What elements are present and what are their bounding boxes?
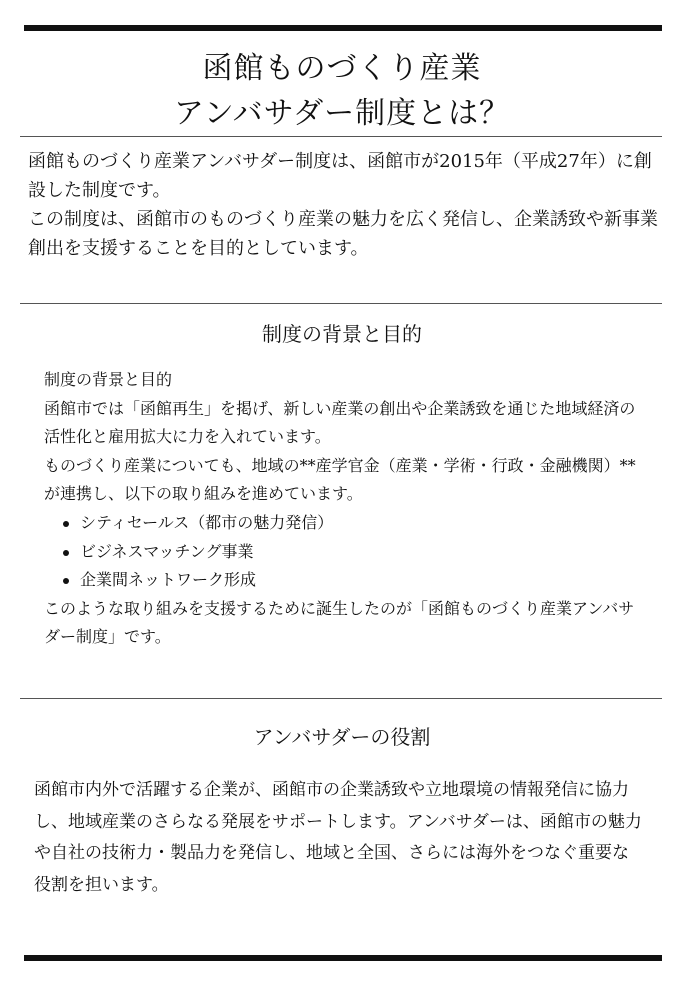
page-title-line1: 函館ものづくり産業 [202, 51, 482, 86]
divider-background [20, 698, 662, 699]
intro-paragraph-2: この制度は、函館市のものづくり産業の魅力を広く発信し、企業誘致や新事業創出を支援することを目的としています。 [28, 209, 658, 259]
intro-paragraph-1: 函館ものづくり産業アンバサダー制度は、函館市が2015年（平成27年）に創設した制度です。 [28, 151, 652, 201]
page-title [0, 46, 684, 136]
divider-title [20, 136, 662, 137]
section-role-body: 函館市内外で活躍する企業が、函館市の企業誘致や立地環境の情報発信に協力し、地域産業のさらなる発展をサポートします。アンバサダーは、函館市の魅力や自社の技術力・製品力を発信し、地域と全国、さらには海外をつなぐ重要な役割を担います。 [34, 780, 642, 896]
section-background-paragraph-1: 函館市では「函館再生」を掲げ、新しい産業の創出や企業誘致を通じた地域経済の活性化と雇用拡大に力を入れています。 [44, 398, 636, 447]
intro-text [28, 147, 668, 263]
section-heading-background: 制度の背景と目的 [262, 322, 422, 346]
section-background-paragraph-2: ものづくり産業についても、地域の**産学官金（産業・学術・行政・金融機関）**が連携し、以下の取り組みを進めています。 [44, 455, 636, 504]
section-background-subheading: 制度の背景と目的 [44, 370, 173, 389]
list-item: 企業間ネットワーク形成 [44, 566, 644, 595]
section-heading-role: アンバサダーの役割 [253, 725, 431, 749]
initiatives-list [44, 509, 644, 595]
bottom-rule [24, 955, 662, 961]
list-item: ビジネスマッチング事業 [44, 538, 644, 567]
section-background-paragraph-3: このような取り組みを支援するために誕生したのが「函館ものづくり産業アンバサダー制度」です。 [44, 598, 635, 647]
page-title-line2: アンバサダー制度とは？ [173, 96, 511, 131]
divider-intro [20, 303, 662, 304]
section-background-body [44, 366, 644, 652]
list-item: シティセールス（都市の魅力発信） [44, 509, 644, 538]
top-rule [24, 25, 662, 31]
